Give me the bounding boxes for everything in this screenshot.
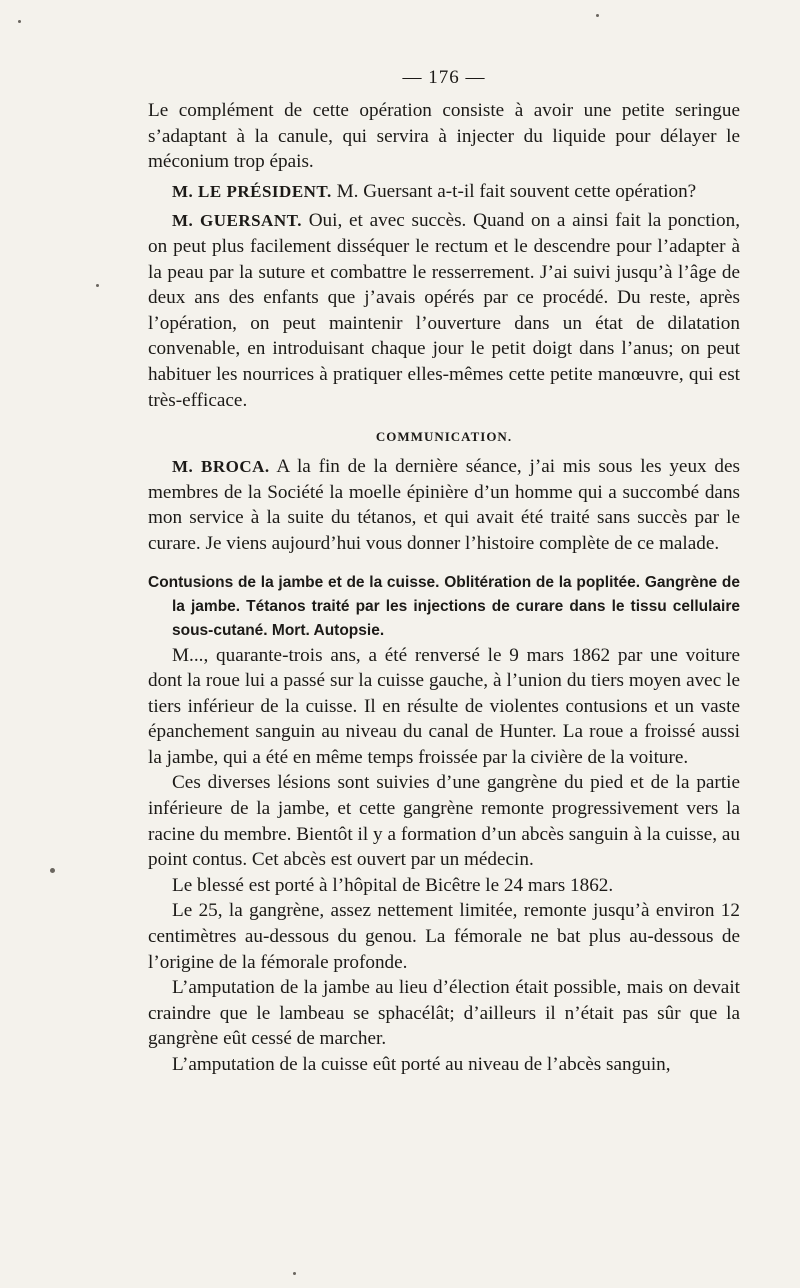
page-number: — 176 — (402, 67, 486, 88)
case-paragraph: M..., quarante-trois ans, a été renversé le 9 mars 1862 par une voiture dont la roue lui a passé sur la cuisse gauche, à l’union du tiers moyen avec le tiers inférieur de la cuisse. Il en résulte de violentes contusions et un vaste épanchement sanguin au niveau du canal de Hunter. La roue a froissé aussi la jambe, qui a été en même temps froissée par la civière de la voiture. (148, 644, 740, 768)
case-paragraph: Le 25, la gangrène, assez nettement limitée, remonte jusqu’à environ 12 centimètres au-dessous du genou. La fémorale ne bat plus au-dessous de l’origine de la fémorale profonde. (148, 900, 740, 973)
broca-communication (148, 454, 740, 556)
case-paragraph: L’amputation de la jambe au lieu d’élection était possible, mais on devait craindre que le lambeau se sphacélât; d’ailleurs il n’était pas sûr que la gangrène eût cessé de marcher. (148, 977, 740, 1050)
speaker-president: M. LE PRÉSIDENT. (172, 181, 332, 201)
paper-speck (18, 20, 21, 23)
paper-speck (293, 1272, 296, 1275)
broca-text: A la fin de la dernière séance, j’ai mis sous les yeux des membres de la Société la moelle épinière d’un homme qui a succombé dans mon service à la suite du tétanos, et qui avait été traité sans succès par le curare. Je viens aujourd’hui vous donner l’histoire complète de ce malade. (148, 456, 740, 554)
case-paragraph: L’amputation de la cuisse eût porté au niveau de l’abcès sanguin, (172, 1054, 671, 1075)
paper-speck (96, 284, 99, 287)
guersant-answer (148, 208, 740, 413)
section-heading: COMMUNICATION. (375, 429, 513, 445)
page-body (148, 64, 740, 1078)
paragraph-syringe: Le complément de cette opération consiste à avoir une petite seringue s’adaptant à la canule, qui servira à injecter du liquide pour délayer le méconium trop épais. (148, 100, 740, 173)
president-text: M. Guersant a-t-il fait souvent cette opération? (331, 180, 697, 202)
paper-speck (596, 14, 599, 17)
case-title: Contusions de la jambe et de la cuisse. Oblitération de la poplitée. Gangrène de la jambe. Tétanos traité par les injections de curare dans le tissu cellulaire sous-cutané. Mort. Autopsie. (148, 573, 740, 639)
paper-speck (50, 868, 55, 873)
president-question (148, 179, 740, 205)
speaker-broca: M. BROCA. (172, 457, 270, 477)
guersant-text: Oui, et avec succès. Quand on a ainsi fait la ponction, on peut plus facilement disséquer le rectum et le descendre pour l’adapter à la peau par la suture et combattre le resserrement. J’ai suivi jusqu’à l’âge de deux ans des enfants que j’avais opérés par ce procédé. Du reste, après l’opération, on peut maintenir l’ouverture dans un état de dilatation convenable, en introduisant chaque jour le petit doigt dans l’anus; on peut habituer les nourrices à pratiquer elles-mêmes cette petite manœuvre, qui est très-efficace. (148, 210, 741, 411)
case-paragraph: Le blessé est porté à l’hôpital de Bicêtre le 24 mars 1862. (172, 874, 614, 896)
speaker-guersant: M. GUERSANT. (172, 211, 302, 231)
case-paragraph: Ces diverses lésions sont suivies d’une gangrène du pied et de la partie inférieure de la jambe, et cette gangrène remonte progressivement vers la racine du membre. Bientôt il y a formation d’un abcès sanguin à la cuisse, au point contus. Cet abcès est ouvert par un médecin. (148, 772, 740, 871)
